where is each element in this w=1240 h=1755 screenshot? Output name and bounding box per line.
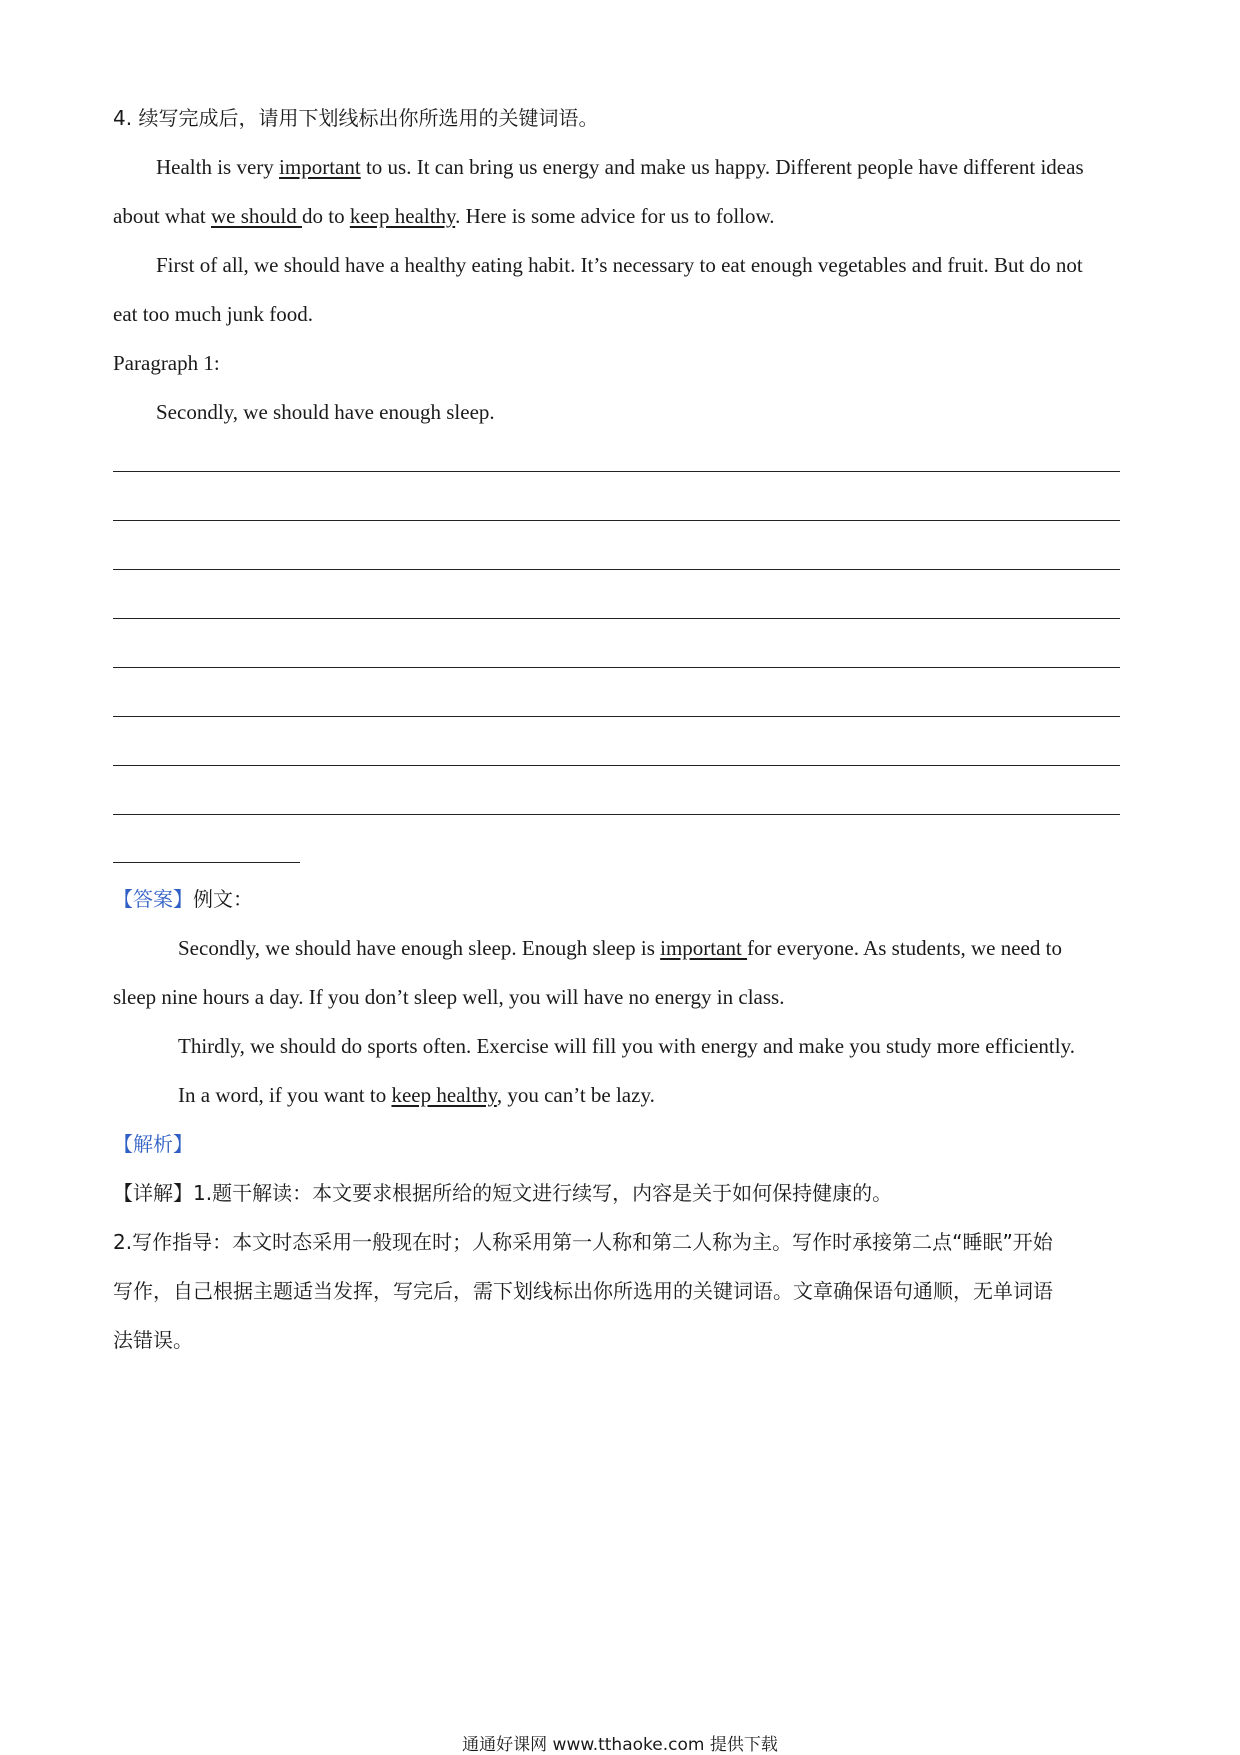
answer-line-1: Secondly, we should have enough sleep. Enough sleep is important for everyone. As students, we need to (178, 936, 1062, 960)
keyword-underline: important (660, 936, 748, 960)
instruction-4: 4. 续写完成后，请用下划线标出你所选用的关键词语。 (113, 106, 599, 130)
writing-line (113, 667, 1120, 668)
page-footer: 通通好课网 www.tthaoke.com 提供下载 (462, 1735, 778, 1755)
prompt-paragraph-1-line-1: Health is very important to us. It can bring us energy and make us happy. Different people have different ideas (156, 155, 1084, 179)
keyword-underline: keep healthy (349, 204, 456, 228)
writing-line (113, 520, 1120, 521)
analysis-label: 【解析】 (113, 1132, 193, 1156)
answer-line-4: In a word, if you want to keep healthy, you can’t be lazy. (178, 1083, 655, 1107)
writing-line (113, 618, 1120, 619)
keyword-underline: important (279, 155, 361, 179)
answer-line-2: sleep nine hours a day. If you don’t sleep well, you will have no energy in class. (113, 985, 785, 1009)
answer-heading: 【答案】例文： (113, 887, 253, 911)
keyword-underline: we should (210, 204, 302, 228)
writing-line-short (113, 862, 300, 863)
prompt-paragraph-2-line-2: eat too much junk food. (113, 302, 314, 326)
paragraph-label: Paragraph 1: (113, 351, 220, 375)
writing-line (113, 765, 1120, 766)
analysis-detail: 【详解】1.题干解读：本文要求根据所给的短文进行续写，内容是关于如何保持健康的。 (113, 1181, 893, 1205)
detail-label: 【详解】 (113, 1181, 193, 1205)
analysis-guide-line-3: 法错误。 (113, 1328, 193, 1352)
writing-line (113, 569, 1120, 570)
writing-line (113, 814, 1120, 815)
writing-line (113, 471, 1120, 472)
analysis-guide-line-2: 写作，自己根据主题适当发挥，写完后，需下划线标出你所选用的关键词语。文章确保语句通顺，无单词语 (113, 1279, 1053, 1303)
writing-line (113, 716, 1120, 717)
answer-label: 【答案】 (113, 887, 193, 911)
prompt-paragraph-1-line-2: about what we should do to keep healthy. Here is some advice for us to follow. (113, 204, 775, 228)
keyword-underline: keep healthy (391, 1083, 497, 1107)
start-sentence: Secondly, we should have enough sleep. (156, 400, 495, 424)
answer-line-3: Thirdly, we should do sports often. Exercise will fill you with energy and make you study more efficiently. (178, 1034, 1075, 1058)
prompt-paragraph-2-line-1: First of all, we should have a healthy eating habit. It’s necessary to eat enough vegetables and fruit. But do not (156, 253, 1083, 277)
analysis-guide-line-1: 2.写作指导：本文时态采用一般现在时；人称采用第一人称和第二人称为主。写作时承接第二点“睡眠”开始 (113, 1230, 1053, 1254)
